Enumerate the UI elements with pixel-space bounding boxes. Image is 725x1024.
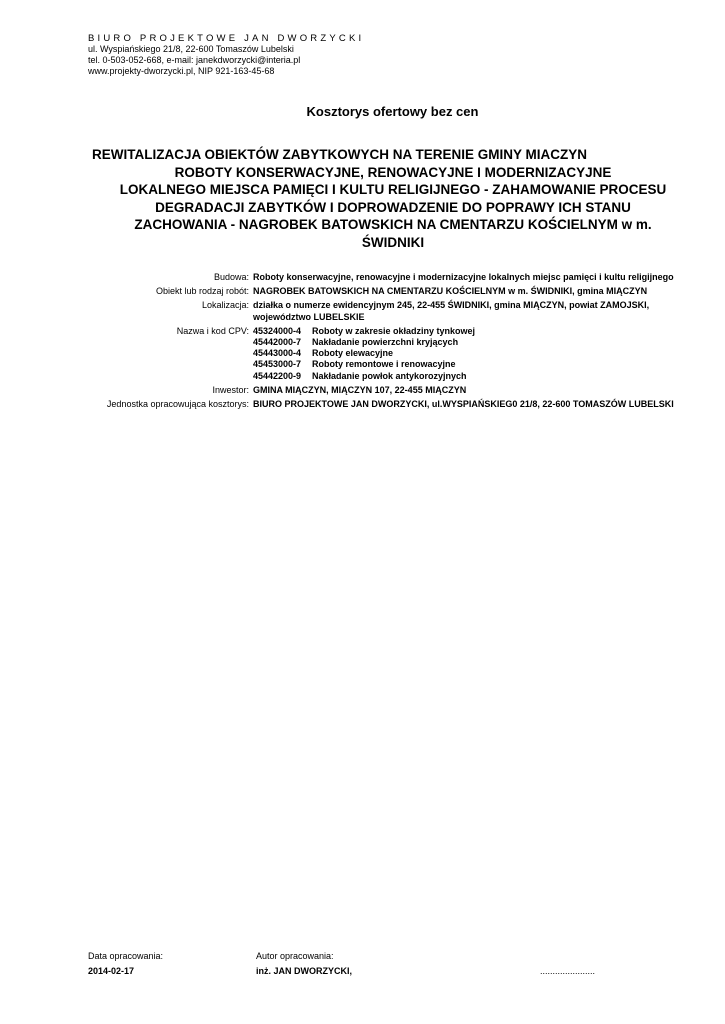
firm-header xyxy=(88,33,364,77)
document-type: Kosztorys ofertowy bez cen xyxy=(306,104,479,119)
cpv-name: Nakładanie powierzchni kryjących xyxy=(312,337,459,348)
author-label: Autor opracowania: xyxy=(256,951,334,961)
title-line: ZACHOWANIA - NAGROBEK BATOWSKICH NA CMENTARZU KOŚCIELNYM w m. xyxy=(134,217,652,232)
jednostka-value: BIURO PROJEKTOWE JAN DWORZYCKI, ul.WYSPIAŃSKIEG0 21/8, 22-600 TOMASZÓW LUBELSKI xyxy=(253,399,674,410)
inwestor-label: Inwestor: xyxy=(212,384,249,395)
firm-web: www.projekty-dworzycki.pl, NIP 921-163-45-68 xyxy=(88,66,275,76)
cpv-code: 45453000-7 xyxy=(253,359,302,370)
cpv-item xyxy=(253,348,703,359)
info-row-obiekt xyxy=(0,286,725,297)
cpv-name: Nakładanie powłok antykorozyjnych xyxy=(312,370,467,381)
info-row-cpv xyxy=(0,326,725,382)
firm-name: BIURO PROJEKTOWE JAN DWORZYCKI xyxy=(88,33,365,44)
cpv-item xyxy=(253,359,703,370)
lokalizacja-value: działka o numerze ewidencyjnym 245, 22-455 ŚWIDNIKI, gmina MIĄCZYN, powiat ZAMOJSKI, województwo LUBELSKIE xyxy=(253,300,650,322)
cpv-name: Roboty remontowe i renowacyjne xyxy=(312,359,456,370)
cpv-item xyxy=(253,326,703,337)
cpv-code: 45324000-4 xyxy=(253,325,302,336)
budowa-label: Budowa: xyxy=(213,272,249,282)
title-line: LOKALNEGO MIEJSCA PAMIĘCI I KULTU RELIGIJNEGO - ZAHAMOWANIE PROCESU xyxy=(119,182,667,197)
cpv-name: Roboty elewacyjne xyxy=(312,348,394,359)
firm-contact: tel. 0-503-052-668, e-mail: janekdworzycki@interia.pl xyxy=(88,55,301,65)
obiekt-label: Obiekt lub rodzaj robót: xyxy=(155,286,249,297)
author-value: inż. JAN DWORZYCKI, xyxy=(256,966,352,976)
cpv-list xyxy=(253,326,703,382)
cpv-item xyxy=(253,371,703,382)
document-title xyxy=(88,146,698,251)
info-row-budowa xyxy=(0,272,725,283)
cpv-code: 45442200-9 xyxy=(253,370,302,381)
cpv-name: Roboty w zakresie okładziny tynkowej xyxy=(312,325,476,336)
title-line: ROBOTY KONSERWACYJNE, RENOWACYJNE I MODERNIZACYJNE xyxy=(174,164,612,180)
budowa-value: Roboty konserwacyjne, renowacyjne i modernizacyjne lokalnych miejsc pamięci i kultu religijnego xyxy=(253,272,674,282)
lokalizacja-label: Lokalizacja: xyxy=(201,300,249,311)
info-row-lokalizacja xyxy=(0,300,725,322)
date-label: Data opracowania: xyxy=(88,951,164,961)
project-info xyxy=(0,272,725,413)
title-line: REWITALIZACJA OBIEKTÓW ZABYTKOWYCH NA TERENIE GMINY MIACZYN xyxy=(92,147,587,162)
obiekt-value: NAGROBEK BATOWSKICH NA CMENTARZU KOŚCIELNYM w m. ŚWIDNIKI, gmina MIĄCZYN xyxy=(253,286,648,297)
firm-address: ul. Wyspiańskiego 21/8, 22-600 Tomaszów Lubelski xyxy=(88,44,294,54)
info-row-jednostka xyxy=(0,399,725,410)
title-line: DEGRADACJI ZABYTKÓW I DOPROWADZENIE DO POPRAWY ICH STANU xyxy=(155,199,631,215)
title-line: ŚWIDNIKI xyxy=(361,234,425,250)
inwestor-value: GMINA MIĄCZYN, MIĄCZYN 107, 22-455 MIĄCZYN xyxy=(253,384,467,395)
cpv-label: Nazwa i kod CPV: xyxy=(176,325,249,336)
cpv-code: 45443000-4 xyxy=(253,348,302,359)
info-row-inwestor xyxy=(0,385,725,396)
cpv-code: 45442000-7 xyxy=(253,337,302,348)
cpv-item xyxy=(253,337,703,348)
signature-line: ...................... xyxy=(540,966,596,976)
date-value: 2014-02-17 xyxy=(88,966,135,976)
jednostka-label: Jednostka opracowująca kosztorys: xyxy=(106,399,249,410)
